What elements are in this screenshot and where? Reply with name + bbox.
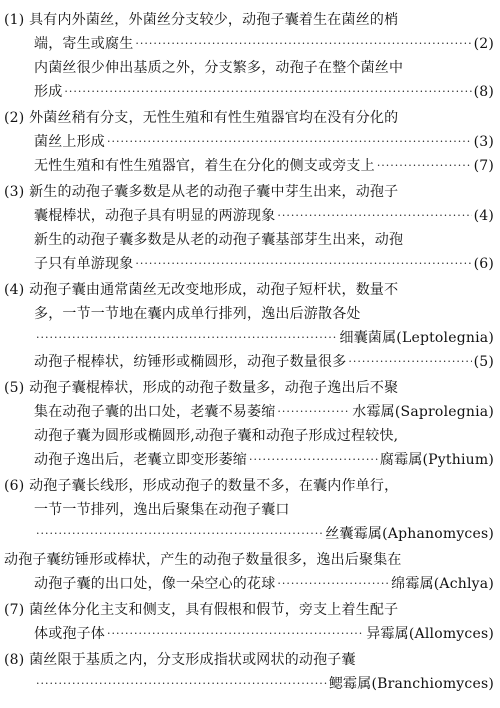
entry-1-line-3 — [0, 56, 500, 80]
leader-dots — [277, 572, 389, 596]
entry-2-text-2: 菌丝上形成 — [34, 134, 105, 150]
entry-1-line-1 — [0, 8, 500, 32]
entry-4-ref-4: (5) — [473, 354, 494, 370]
entry-3-ref-4: (6) — [473, 256, 494, 272]
entry-2-line-2 — [0, 130, 500, 154]
leader-dots — [277, 400, 350, 424]
entry-4-text-2: 多，一节一节地在囊内成单行排列，逸出后游散各处 — [34, 306, 361, 322]
genus-achlya: 绵霉属(Achlya) — [391, 576, 494, 592]
leader-dots — [36, 522, 323, 546]
entry-2-number: (2) — [4, 110, 25, 126]
genus-pythium: 腐霉属(Pythium) — [379, 452, 494, 468]
entry-3-text-3: 新生的动孢子囊多数是从老的动孢子囊基部芽生出来，动孢 — [34, 232, 404, 248]
entry-5-text-4: 动孢子逸出后，老囊立即变形萎缩 — [34, 452, 247, 468]
entry-1-text-1: 具有内外菌丝，外菌丝分支较少，动孢子囊着生在菌丝的梢 — [29, 12, 399, 28]
entry-4-line-4 — [0, 350, 500, 374]
entry-3-ref-2: (4) — [473, 208, 494, 224]
genus-leptolegnia: 细囊菌属(Leptolegnia) — [339, 330, 494, 346]
entry-4-text-4: 动孢子棍棒状，纺锤形或椭圆形，动孢子数量很多 — [34, 354, 347, 370]
entry-1-ref-2: (2) — [473, 36, 494, 52]
leader-dots — [135, 32, 471, 56]
leader-dots — [107, 622, 364, 646]
leader-dots — [107, 130, 472, 154]
entry-8-line-2 — [0, 672, 500, 696]
entry-6-line-4 — [0, 548, 500, 572]
entry-2-ref-2: (3) — [473, 134, 494, 150]
entry-7-line-1 — [0, 598, 500, 622]
leader-dots — [36, 672, 327, 696]
entry-3-text-2: 囊棍棒状，动孢子具有明显的两游现象 — [34, 208, 276, 224]
entry-1-number: (1) — [4, 12, 25, 28]
entry-7-line-2 — [0, 622, 500, 646]
entry-6-text-5: 动孢子囊的出口处，像一朵空心的花球 — [34, 576, 276, 592]
entry-5-text-2: 集在动孢子囊的出口处，老囊不易萎缩 — [34, 404, 276, 420]
entry-6-text-1: 动孢子囊长线形，形成动孢子的数量不多，在囊内作单行， — [29, 478, 399, 494]
entry-4-text-1: 动孢子囊由通常菌丝无改变地形成，动孢子短杆状，数量不 — [29, 282, 399, 298]
entry-5-line-2 — [0, 400, 500, 424]
entry-5-line-1 — [0, 376, 500, 400]
entry-2-line-3 — [0, 154, 500, 178]
entry-5-line-4 — [0, 448, 500, 472]
entry-3-line-4 — [0, 252, 500, 276]
entry-1-text-4: 形成 — [34, 84, 63, 100]
entry-1-line-4 — [0, 80, 500, 104]
entry-7-text-2: 体或孢子体 — [34, 626, 105, 642]
entry-8-line-1 — [0, 648, 500, 672]
leader-dots — [249, 448, 378, 472]
entry-6-text-4: 动孢子囊纺锤形或棒状，产生的动孢子数量很多，逸出后聚集在 — [4, 552, 402, 568]
entry-2-line-1 — [0, 106, 500, 130]
entry-3-line-3 — [0, 228, 500, 252]
entry-7-text-1: 菌丝体分化主支和侧支，具有假根和假节，旁支上着生配子 — [29, 602, 399, 618]
genus-aphanomyces: 丝囊霉属(Aphanomyces) — [325, 526, 494, 542]
entry-3-line-1 — [0, 180, 500, 204]
entry-2-text-1: 外菌丝稍有分支，无性生殖和有性生殖器官均在没有分化的 — [29, 110, 399, 126]
entry-3-line-2 — [0, 204, 500, 228]
genus-saprolegnia: 水霉属(Saprolegnia) — [352, 404, 494, 420]
entry-5-number: (5) — [4, 380, 25, 396]
entry-1-line-2 — [0, 32, 500, 56]
entry-4-number: (4) — [4, 282, 25, 298]
entry-6-line-2 — [0, 498, 500, 522]
entry-5-text-1: 动孢子囊棍棒状，形成的动孢子数量多，动孢子逸出后不聚 — [29, 380, 399, 396]
leader-dots — [135, 252, 471, 276]
genus-branchiomyces: 鳃霉属(Branchiomyces) — [328, 676, 494, 692]
entry-4-line-3 — [0, 326, 500, 350]
leader-dots — [64, 80, 471, 104]
entry-7-number: (7) — [4, 602, 25, 618]
entry-3-number: (3) — [4, 184, 25, 200]
entry-1-ref-4: (8) — [473, 84, 494, 100]
genus-allomyces: 异霉属(Allomyces) — [366, 626, 494, 642]
entry-1-text-2: 端，寄生或腐生 — [34, 36, 134, 52]
leader-dots — [277, 204, 471, 228]
entry-2-ref-3: (7) — [473, 158, 494, 174]
entry-1-text-3: 内菌丝很少伸出基质之外，分支繁多，动孢子在整个菌丝中 — [34, 60, 404, 76]
entry-5-text-3: 动孢子囊为圆形或椭圆形,动孢子囊和动孢子形成过程较快, — [34, 428, 399, 444]
entry-6-number: (6) — [4, 478, 25, 494]
entry-2-text-3: 无性生殖和有性生殖器官，着生在分化的侧支或旁支上 — [34, 158, 375, 174]
entry-4-line-2 — [0, 302, 500, 326]
leader-dots — [36, 326, 338, 350]
entry-8-number: (8) — [4, 652, 25, 668]
entry-6-text-2: 一节一节排列，逸出后聚集在动孢子囊口 — [34, 502, 290, 518]
entry-5-line-3 — [0, 424, 500, 448]
entry-6-line-1 — [0, 474, 500, 498]
entry-3-text-4: 子只有单游现象 — [34, 256, 134, 272]
entry-8-text-1: 菌丝限于基质之内，分支形成指状或网状的动孢子囊 — [29, 652, 356, 668]
entry-6-line-3 — [0, 522, 500, 546]
entry-4-line-1 — [0, 278, 500, 302]
leader-dots — [377, 154, 472, 178]
entry-6-line-5 — [0, 572, 500, 596]
entry-3-text-1: 新生的动孢子囊多数是从老的动孢子囊中芽生出来，动孢子 — [29, 184, 399, 200]
leader-dots — [348, 350, 471, 374]
